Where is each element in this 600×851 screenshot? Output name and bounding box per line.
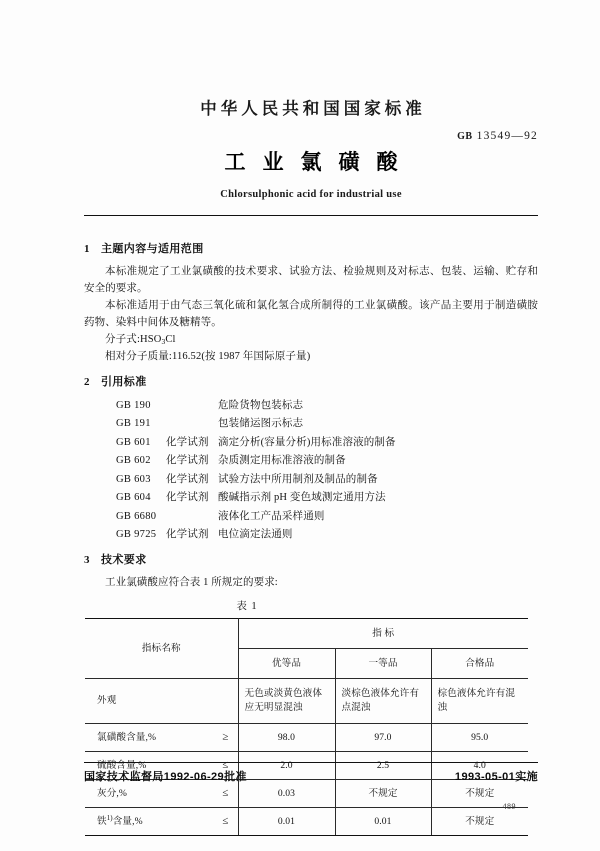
national-standard-title: 中华人民共和国国家标准	[200, 99, 426, 118]
document-title-chinese: 工业氯磺酸	[224, 150, 415, 174]
list-item	[84, 508, 538, 525]
header-divider-rule	[84, 215, 538, 216]
comparison-operator-icon: ≤	[222, 814, 229, 827]
standard-number-prefix: GB	[457, 131, 473, 142]
reference-name: 酸碱指示剂 pH 变色域测定通用方法	[218, 492, 386, 504]
header-grade-premium: 优等品	[238, 649, 335, 679]
reference-kind: 化学试剂	[166, 436, 209, 448]
comparison-operator-icon: ≤	[222, 758, 229, 771]
section-3-lead-paragraph: 工业氯磺酸应符合表 1 所规定的要求:	[105, 577, 278, 589]
reference-code: GB 602	[116, 455, 151, 467]
cell-iron-premium: 0.01	[238, 808, 335, 836]
cell-iron-qualified: 不规定	[431, 808, 528, 836]
reference-kind: 化学试剂	[166, 492, 209, 504]
row-label-text: 硫酸含量,%	[97, 759, 147, 771]
section-1-heading	[84, 241, 538, 259]
cell-chlorsulphonic-first: 97.0	[335, 724, 431, 752]
table-header-row-group	[85, 619, 528, 649]
table-caption: 表 1	[236, 601, 258, 613]
cell-appearance-first: 淡棕色液体允许有点混浊	[335, 679, 431, 724]
row-label-iron-prefix: 铁	[97, 816, 107, 828]
row-label-iron-suffix: 含量,%	[112, 816, 143, 828]
reference-code: GB 604	[116, 492, 151, 504]
section-3-heading	[84, 552, 538, 570]
cell-sulphuric-premium: 2.0	[238, 752, 335, 780]
page-footer	[84, 768, 538, 784]
list-item	[84, 471, 538, 488]
molecular-formula-label: 分子式:	[105, 333, 141, 345]
cell-chlorsulphonic-qualified: 95.0	[431, 724, 528, 752]
list-item	[84, 526, 538, 543]
section-1-title: 主题内容与适用范围	[101, 243, 204, 255]
row-label-text: 灰分,%	[97, 787, 127, 799]
table-row	[85, 679, 528, 724]
cell-ash-first: 不规定	[335, 780, 431, 808]
cell-sulphuric-qualified: 4.0	[431, 752, 528, 780]
row-label-appearance	[85, 679, 238, 724]
list-item	[84, 397, 538, 414]
approval-statement: 国家技术监督局1992-06-29批准	[84, 771, 247, 783]
molecular-formula-subscript: 3	[161, 336, 166, 346]
row-label-text: 氯磺酸含量,%	[97, 731, 157, 743]
table-row	[85, 724, 528, 752]
reference-code: GB 6680	[116, 510, 157, 522]
footer-divider-rule	[84, 762, 538, 763]
reference-code: GB 191	[116, 418, 151, 430]
reference-name: 滴定分析(容量分析)用标准溶液的制备	[218, 436, 396, 448]
header-indicator-name: 指标名称	[85, 619, 238, 679]
molecular-formula-line	[84, 331, 538, 348]
section-3-number: 3	[84, 554, 90, 567]
row-label-text: 外观	[97, 695, 117, 707]
cell-sulphuric-first: 2.5	[335, 752, 431, 780]
section-1-paragraph-2: 本标准适用于由气态三氧化硫和氯化氢合成所制得的工业氯磺酸。该产品主要用于制造磺胺药物、染料中间体及糖精等。	[84, 299, 538, 328]
reference-name: 电位滴定法通则	[218, 529, 293, 541]
specification-table	[85, 618, 528, 836]
list-item	[84, 489, 538, 506]
reference-name: 包装储运图示标志	[218, 418, 304, 430]
reference-code: GB 9725	[116, 529, 157, 541]
standard-number-value: 13549—92	[476, 130, 538, 142]
reference-name: 液体化工产品采样通则	[218, 510, 325, 522]
cell-iron-first: 0.01	[335, 808, 431, 836]
list-item	[84, 434, 538, 451]
section-1-number: 1	[84, 243, 90, 255]
header-indicator-group: 指 标	[238, 619, 528, 649]
molecular-formula-tail: Cl	[165, 333, 176, 345]
reference-kind: 化学试剂	[166, 455, 209, 467]
row-label-iron-content	[85, 808, 238, 836]
comparison-operator-icon: ≤	[222, 786, 229, 799]
section-2-number: 2	[84, 375, 90, 388]
reference-code: GB 601	[116, 436, 151, 448]
section-2-title: 引用标准	[101, 375, 147, 388]
relative-molecular-mass-line: 相对分子质量:116.52(按 1987 年国际原子量)	[105, 350, 311, 362]
document-body	[84, 232, 538, 836]
referenced-standards-list	[84, 397, 538, 544]
masthead	[84, 95, 538, 200]
implementation-date: 1993-05-01实施	[454, 771, 538, 783]
cell-ash-premium: 0.03	[238, 780, 335, 808]
page-number: 489	[502, 802, 516, 811]
comparison-operator-icon: ≥	[222, 730, 229, 743]
reference-kind: 化学试剂	[166, 473, 209, 485]
reference-name: 危险货物包装标志	[218, 399, 304, 411]
cell-chlorsulphonic-premium: 98.0	[238, 724, 335, 752]
row-label-chlorsulphonic-content	[85, 724, 238, 752]
header-grade-qualified: 合格品	[431, 649, 528, 679]
standard-number	[457, 130, 538, 142]
cell-ash-qualified: 不规定	[431, 780, 528, 808]
document-title-english: Chlorsulphonic acid for industrial use	[220, 189, 402, 200]
footnote-marker: 1)	[106, 814, 113, 823]
section-2-heading	[84, 374, 538, 392]
reference-name: 杂质测定用标准溶液的制备	[218, 455, 346, 467]
table-row	[85, 808, 528, 836]
reference-name: 试验方法中所用制剂及制品的制备	[218, 473, 378, 485]
section-1-paragraph-1: 本标准规定了工业氯磺酸的技术要求、试验方法、检验规则及对标志、包装、运输、贮存和安全的要求。	[84, 265, 538, 294]
reference-code: GB 603	[116, 473, 151, 485]
section-3-title: 技术要求	[101, 554, 147, 567]
list-item	[84, 452, 538, 469]
reference-code: GB 190	[116, 399, 151, 411]
molecular-formula-value: HSO	[140, 333, 162, 345]
cell-appearance-qualified: 棕色液体允许有混浊	[431, 679, 528, 724]
header-grade-first: 一等品	[335, 649, 431, 679]
list-item	[84, 415, 538, 432]
reference-kind: 化学试剂	[166, 529, 209, 541]
cell-appearance-premium: 无色或淡黄色液体应无明显混浊	[238, 679, 335, 724]
